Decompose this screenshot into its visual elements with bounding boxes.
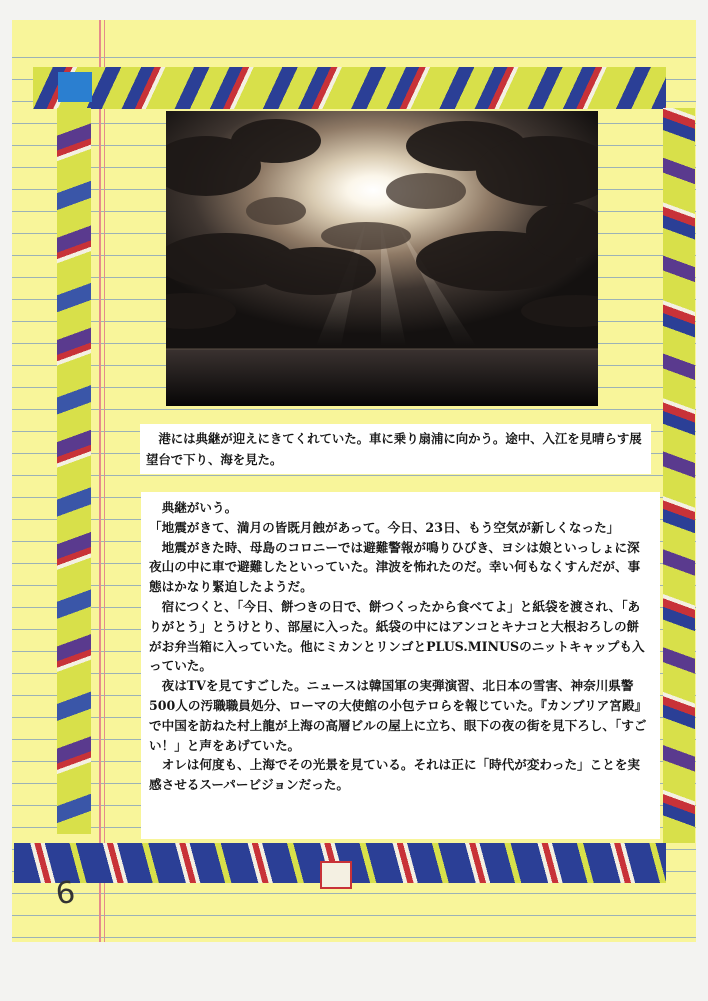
story-paragraph: 地震がきた時、母島のコロニーでは避難警報が鳴りひびき、ヨシは娘といっしょに深夜山の中に車で避難したといっていた。津波を怖れたのだ。幸い何もなくすんだが、事態はかなり緊迫したようだ。 xyxy=(149,539,641,595)
story-paragraph: 宿につくと、「今日、餅つきの日で、餅つくったから食べてよ」と紙袋を渡され、「ありがとう」とうけとり、部屋に入った。紙袋の中にはアンコとキナコと大根おろしの餅がお弁当箱に入っていた。他にミカンとリンゴとPLUS.MINUSのニットキャップも入っていた。 xyxy=(149,598,645,674)
collage-strip-right xyxy=(663,108,695,843)
collage-strip-left xyxy=(57,108,91,834)
sunset-clouds-over-sea-icon xyxy=(166,111,598,406)
story-paragraph: 「地震がきて、満月の皆既月蝕があって。今日、23日、もう空気が新しくなった」 xyxy=(149,519,620,535)
story-paragraph: 夜はTVを見てすごした。ニュースは韓国軍の実弾演習、北日本の雪害、神奈川県警500人の汚職職員処分、ローマの大使館の小包テロらを報じていた。『カンブリア宮殿』で中国を訪ねた村上龍が上海の高層ビルの屋上に立ち、眼下の夜の街を見下ろし、「すごい！」と声をあげていた。 xyxy=(149,678,648,753)
collage-corner-mark xyxy=(58,72,92,102)
page-number: 6 xyxy=(53,874,78,913)
story-paragraph: 典継がいう。 xyxy=(161,500,238,515)
collage-strip-top xyxy=(33,67,666,109)
collage-seal-mark xyxy=(320,861,352,889)
diary-story xyxy=(141,492,660,839)
caption-text: 港には典継が迎えにきてくれていた。車に乗り扇浦に向かう。途中、入江を見晴らす展望台で下り、海を見た。 xyxy=(146,431,642,467)
story-paragraph: オレは何度も、上海でその光景を見ている。それは正に「時代が変わった」ことを実感させるスーパービジョンだった。 xyxy=(149,757,641,793)
sunset-photo xyxy=(166,111,598,406)
photo-caption xyxy=(140,424,651,474)
